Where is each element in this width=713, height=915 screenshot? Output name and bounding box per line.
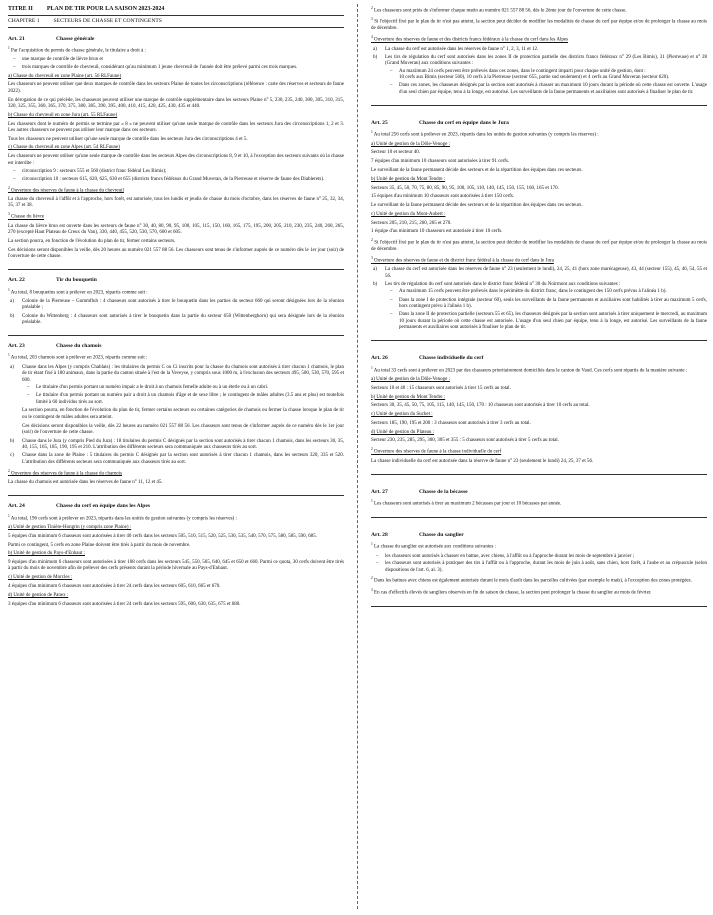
art22-list: a) Colonie de la Pierreuse – Gummfluh : 4 chasseurs sont autorisés à tirer le bouquetin dans les parties du secteur 660 qui seront désignées lors de la réunion préalable ; b) Colonie du Wittenberg : 4 chasseurs sont autorisés à tirer le bouquetin dans la partie du secteur 650 (Wittenberghorn) qui sera désignée lors de la réunion préalable.: [10, 298, 344, 325]
art21-s3-title: $^3$ Chasse du lièvre: [8, 212, 45, 220]
art25-b-line3: Le surveillant de la faune permanent décide des secteurs et de la répartition des équipes dans ces secteurs.: [371, 203, 583, 209]
art25-a-line2: 7 équipes d'au minimum 10 chasseurs sont autorisées à tirer 91 cerfs.: [371, 159, 510, 165]
art26-d-title: d) Unité de gestion du Plateau :: [371, 429, 435, 435]
art26-c-title: c) Unité de gestion du Suchet :: [371, 412, 433, 418]
art21-s2-text: La chasse du chevreuil à l'affût et à l'approche, hors forêt, est autorisée, tous les lundis et jeudis de chasse du mois d'octobre, dans les réserves de faune n° 25, 32, 34, 35, 37 et 38.: [8, 197, 344, 209]
art25-c-line1: Secteurs 205, 210, 215, 260, 265 et 270.: [371, 220, 452, 226]
art23-list: a) Chasse dans les Alpes (y compris Chablais) : les titulaires du permis C ou Ci inscrits pour la chasse du chamois sont autorisés à tirer chacun 1 chamois, le plan de tir étant fixé à 180 animaux, dans la partie du canton située à l'est de la Veveyse, y compris sous 1000 m, à l'exclusion des secteurs 495, 500, 530, 570, 595 et 600. – Le titulaire d'un permis portant un numéro impair a le droit à un chamois femelle adulte ou à un éterle ou à un cabri. – Le titulaire d'un permis portant un numéro pair a droit à un chamois d'âge et de sexe libre ; le contingent de mâles adultes (3.5 ans et plus) est toutefois limité à 60 individus tirés au sort. La section pourra, en fonction de l'évolution du plan de tir, fermer certains secteurs ou certaines catégories de chamois ou fermer la chasse lorsque le plan de tir ou le contingent de mâles adultes sera atteint. Ces décisions seront disponibles la veille, dès 22 heures au numéro 021 557 88 56. Les chasseurs sont tenus de s'informer auprès de ce numéro dès le 1er jour (soir) de l'ouverture de cette chasse. b) Chasse dans le Jura (y compris Pied du Jura) : 18 titulaires du permis C désignés par la section sont autorisés à tirer chacun 1 chamois, dans les secteurs 30, 35, 40, 155, 165, 185, 190, 195 et 210. L'attribution des différents secteurs sera communiquée aux chasseurs tirés au sort. c) Chasse dans la zone de Plaine : 5 titulaires du permis C désignés par la section sont autorisés à tirer chacun 1 chamois, dans les secteurs 320, 335 et 520. L'attribution des différents secteurs sera communiquée aux chasseurs tirés au sort.: [8, 365, 344, 466]
art21-a-p2: En dérogation de ce qui précède, les chasseurs peuvent utiliser une marque de contrôle supplémentaire dans les secteurs Plaine n° 5, 230, 235, 240, 300, 305, 310, 315, 320, 325, 355, 360, 365, 370, 375, 380, 385, 390, 395, 400, 410, 415, 420, 425, 430, 435 et 440.: [8, 97, 344, 109]
divider: [8, 335, 344, 336]
art26-s2-title: $^2$ Ouverture des réserves de faune à la chasse individuelle du cerf: [371, 447, 502, 455]
art28-p3: $^3$ En cas d'effectifs élevés de sangliers observés en fin de saison de chasse, la section peut prolonger la chasse du sanglier au mois de février.: [371, 587, 652, 596]
article-27-heading: Art. 27 Chasse de la bécasse: [371, 489, 468, 496]
art26-b-text: Secteurs 30, 35, 45, 50, 75, 105, 115, 140, 145, 150, 170 : 10 chasseurs sont autorisés à tirer 10 cerfs au total.: [371, 403, 590, 409]
art24-b-text: 9 équipes d'au minimum 6 chasseurs sont autorisées à tirer 108 cerfs dans les secteurs 545, 550, 565, 640, 645 et 650 et 660. Parmi ce quota, 30 cerfs doivent être tirés à partir du mois de novembre afin de prélever des cerfs présents durant la période hivernale au Pays-d'Enhaut.: [8, 560, 344, 572]
art25-s3-title: $^3$ Ouverture des réserves de faune et du district franc fédéral à la chasse du cerf dans le Jura: [371, 256, 554, 264]
art21-c-list: – circonscription 9 : secteurs 555 et 560 (district franc fédéral Les Bimis); – circonscription 10 : secteurs 615, 620, 625, 630 et 655 (districts francs fédéraux du Grand Muveran, de la Pierreuse et réserve de faune des Diablerets).: [8, 169, 344, 183]
art24-d-text: 3 équipes d'au minimum 6 chasseurs sont autorisées à tirer 24 cerfs dans les secteurs 595, 600, 630, 635, 675 et 680.: [8, 601, 241, 607]
art21-c-title: c) Chasse du chevreuil en zone Alpes (art. 54 RLFaune): [8, 145, 120, 151]
art28-intro: $^1$ La chasse du sanglier est autorisée aux conditions suivantes :: [371, 542, 497, 551]
art22-intro: $^1$ Au total, 8 bouquetins sont à prélever en 2023, répartis comme suit :: [8, 287, 148, 296]
art21-b-p1: Les chasseurs dont le numéro de permis se termine par « 8 » ne peuvent utiliser qu'une seule marque de contrôle dans les secteurs Jura des circonscriptions 1, 2 et 3. Les autres chasseurs ne peuvent pas utiliser leur marque dans ces secteurs.: [8, 121, 344, 133]
art25-a-line3: Le surveillant de la faune permanent décide des secteurs et de la répartition des équipes dans ces secteurs.: [371, 167, 583, 173]
art21-b-p2: Tous les chasseurs ne peuvent utiliser qu'une seule marque de contrôle dans les secteurs Jura des circonscriptions 4 et 5.: [8, 136, 248, 142]
art23-a-sublist: – Le titulaire d'un permis portant un numéro impair a le droit à un chamois femelle adulte ou à un éterle ou à un cabri. – Le titulaire d'un permis portant un numéro pair a droit à un chamois d'âge et de sexe libre ; le contingent de mâles adultes (3.5 ans et plus) est toutefois limité à 60 individus tirés au sort.: [22, 385, 344, 406]
art26-a-title: a) Unité de gestion de la Dôle-Venoge :: [371, 376, 451, 382]
art24-a-text2: Parmi ce contingent, 5 cerfs en zone Plaine doivent être tirés à partir du mois de novembre.: [8, 542, 191, 548]
art26-b-title: b) Unité de gestion du Mont Tendre :: [371, 394, 446, 400]
article-21-heading: Art. 21 Chasse générale: [8, 35, 95, 42]
art24-s4-title: $^4$ Ouverture des réserves de faune et des districts francs fédéraux à la chasse du cerf dans les Alpes: [371, 35, 568, 43]
art25-c-title: c) Unité de gestion du Mont-Aubert :: [371, 211, 446, 217]
divider: [371, 606, 707, 607]
divider: [371, 474, 707, 475]
article-26-heading: Art. 26 Chasse individuelle du cerf: [371, 355, 484, 362]
art26-s2-text: La chasse individuelle du cerf est autorisée dans la réserve de faune n° 23 (seulement le lundi) 24, 25, 37 et 56.: [371, 458, 594, 464]
art24-p2: $^2$ Les chasseurs sont priés de s'informer chaque matin au numéro 021 557 88 56, dès le 2ème jour de l'ouverture de cette chasse.: [371, 6, 627, 14]
art23-s2-text: La chasse du chamois est autorisée dans les réserves de faune n° 11, 12 et 45.: [8, 479, 163, 485]
art21-s3-p2: La section pourra, en fonction de l'évolution du plan de tir, fermer certains secteurs.: [8, 238, 176, 244]
art28-list: – les chasseurs sont autorisés à chasser en battue, avec chiens, à l'affût ou à l'approche durant les mois de septembre à janvier ; – les chasseurs sont autorisés à pratiquer des tirs à l'affût ou à l'approche, durant les mois de juin à août, sans chien, hors forêt, à l'aube et au crépuscule (selon dispositions de l'art. 6, al. 3).: [371, 554, 707, 574]
art21-a-p1: Les chasseurs ne peuvent utiliser que deux marques de contrôle dans les secteurs Plaine de toutes les circonscriptions (référence : carte des réserves et secteurs de faune 2022).: [8, 82, 344, 94]
art24-c-title: c) Unité de gestion de Morcles :: [8, 575, 73, 581]
art28-p2: $^2$ Dans les battues avec chiens est également autorisée durant le mois d'août dans les parcelles cultivées (par exemple le maïs), à l'exception des zones protégées.: [371, 576, 692, 585]
art26-c-text: Secteurs 185, 190, 195 et 200 : 3 chasseurs sont autorisés à tirer 3 cerfs au total.: [371, 420, 531, 426]
divider: [371, 340, 707, 341]
column-separator: [357, 4, 358, 909]
article-22-heading: Art. 22 Tir du bouquetin: [8, 277, 97, 284]
art24-s4-sublist: – Au maximum 24 cerfs peuvent être prélevés dans ces zones, dans le contingent imparti pour chaque unité de gestion, dont : 10 cerfs aux Bimis (secteur 560), 10 cerfs à la Pierreuse (secteur 655, partie sud seulement) et 4 cerfs au Grand Muveran (secteur 620). – Dans ces zones, les chasseurs désignés par la section sont autorisés à chasser au maximum 10 jours durant la période où cette chasse est ouverte. L'usage d'un seul chien par équipe, tenu à la longe, est autorisé. Les surveillants de la faune permanents et auxiliaires sont autorisés à finaliser le plan de tir.: [385, 69, 707, 96]
title-text: PLAN DE TIR POUR LA SAISON 2023-2024: [46, 6, 165, 12]
art26-a-text: Secteurs 10 et 40 : 15 chasseurs sont autorisés à tirer 15 cerfs au total.: [371, 385, 511, 391]
art21-intro: $^1$ Par l'acquisition du permis de chasse générale, le titulaire a droit à :: [8, 45, 146, 54]
art21-b-title: b) Chasse du chevreuil en zone Jura (art. 55 RLFaune): [8, 112, 118, 118]
art25-intro: $^1$ Au total 256 cerfs sont à prélever en 2023, répartis dans les unités de gestion suivantes (y compris les réserves) :: [371, 130, 599, 138]
art24-c-text: 4 équipes d'au minimum 6 chasseurs sont autorisées à tirer 24 cerfs dans les secteurs 605, 610, 665 et 670.: [8, 584, 221, 590]
art24-b-title: b) Unité de gestion du Pays-d'Enhaut :: [8, 551, 85, 557]
art25-p2: $^2$ Si l'objectif fixé par le plan de tir n'est pas atteint, la section peut décider de modifier les modalités de chasse du cerf par équipe et/ou de prolonger la chasse au mois de décembre.: [371, 238, 708, 253]
art25-b-title: b) Unité de gestion du Mont Tendre :: [371, 176, 446, 182]
art24-d-title: d) Unité de gestion de Panex :: [8, 592, 69, 598]
left-column: [8, 6, 344, 610]
chapter-header: [8, 18, 344, 28]
right-column: [371, 6, 707, 607]
divider: [8, 495, 344, 496]
art21-c-p1: Les chasseurs ne peuvent utiliser qu'une seule marque de contrôle dans les secteurs Alpes des circonscriptions 8, 9 et 10, à l'exception des secteurs suivants où la chasse est interdite :: [8, 154, 344, 166]
art26-d-text: Secteur 230, 235, 285, 295, 300, 305 et 355 : 5 chasseurs sont autorisés à tirer 5 cerfs au total.: [371, 438, 559, 444]
art21-a-title: a) Chasse du chevreuil en zone Plaine (art. 56 RLFaune): [8, 73, 122, 79]
art21-s2-title: $^2$ Ouverture des réserves de faune à la chasse du chevreuil: [8, 185, 124, 194]
art24-a-title: a) Unité de gestion Tinière-Hongrin (y compris zone Plaine) :: [8, 524, 132, 530]
art24-a-text: 5 équipes d'au minimum 6 chasseurs sont autorisées à tirer 40 cerfs dans les secteurs 505, 510, 515, 520, 525, 530, 535, 540, 570, 575, 580, 585, 590, 685.: [8, 533, 317, 539]
art21-list: – une marque de contrôle de lièvre brun et – trois marques de contrôle de chevreuil, considérant qu'au minimum 1 jeune chevreuil de l'année doit être prélevé parmi ces trois marques.: [8, 57, 344, 71]
art24-p3: $^3$ Si l'objectif fixé par le plan de tir n'est pas atteint, la section peut décider de modifier les modalités de chasse du cerf par équipe et/ou de prolonger la chasse au mois de décembre.: [371, 17, 708, 32]
art21-s3-p3: Ces décisions seront disponibles la veille, dès 20 heures au numéro 021 557 88 56. Les chasseurs sont tenus de s'informer auprès de ce numéro dès le 1er jour (soir) de l'ouverture de cette chasse.: [8, 247, 344, 259]
article-23-heading: Art. 23 Chasse du chamois: [8, 343, 102, 350]
art27-text: $^1$ Les chasseurs sont autorisés à tirer au maximum 2 bécasses par jour et 10 bécasses par année.: [371, 499, 562, 507]
divider: [371, 105, 707, 106]
art25-c-line2: 1 équipe d'au minimum 10 chasseurs est autorisée à tirer 10 cerfs.: [371, 229, 503, 235]
art23-intro: $^1$ Au total, 203 chamois sont à prélever en 2023, répartis comme suit :: [8, 353, 148, 362]
art21-s3-p1: La chasse du lièvre brun est ouverte dans les secteurs de faune n° 30, 40, 80, 90, 95, 100, 105, 115, 150, 160, 165, 175, 195, 200, 205, 210, 230, 235, 240, 260, 265, 270 (excepté Haut Plateau de Creux du Van), 330, 440, 455, 520, 530, 570, 600 et 605.: [8, 223, 344, 236]
article-25-heading: Art. 25 Chasse du cerf en équipe dans le Jura: [371, 120, 509, 127]
chapter-title: SECTEURS DE CHASSE ET CONTINGENTS: [53, 18, 162, 25]
art24-intro: $^1$ Au total, 196 cerfs sont à prélever en 2023, répartis dans les unités de gestion suivantes (y compris les réserves) :: [8, 513, 237, 522]
article-28-heading: Art. 28 Chasse du sanglier: [371, 532, 464, 539]
divider: [371, 517, 707, 518]
chapter-label: CHAPITRE 1: [8, 18, 40, 25]
art25-s3-sublist: – Au maximum 15 cerfs peuvent être prélevés dans le périmètre du district franc, dans le contingent des 150 cerfs prévus à l'alinéa 1 b). – Dans la zone I de protection intégrale (secteur 60), seuls les surveillants de la faune permanents et auxiliaires sont habilités à tirer au maximum 5 cerfs, hors contingent prévu à l'alinéa 1 b). – Dans la zone II de protection partielle (secteurs 55 et 65), les chasseurs désignés par la section sont autorisés à tirer uniquement le mercredi, au maximum 10 jours durant la période où cette chasse est autorisée. L'usage d'un seul chien par équipe, tenu à la longe, est autorisé. Les surveillants de la faune permanents et auxiliaires sont autorisés à finaliser le plan de tir.: [385, 289, 707, 331]
art25-b-line2: 15 équipes d'au minimum 10 chasseurs sont autorisées à tirer 150 cerfs.: [371, 194, 515, 200]
divider: [8, 269, 344, 270]
art26-intro: $^1$ Au total 33 cerfs sont à prélever en 2023 par des chasseurs prioritairement domiciliés dans le canton de Vaud. Ces cerfs sont répartis de la manière suivante :: [371, 365, 688, 374]
art25-a-title: a) Unité de gestion de la Dôle-Venoge :: [371, 141, 451, 147]
art25-a-line1: Secteur 10 et secteur 40.: [371, 150, 421, 156]
art23-s2-title: $^2$ Ouverture des réserves de faune à la chasse du chamois: [8, 468, 122, 477]
art25-b-line1: Secteurs 35, 45, 50, 70, 75, 80, 85, 90, 95, 100, 105, 110, 140, 145, 150, 155, 160, 165 et 170.: [371, 185, 559, 191]
article-24-heading: Art. 24 Chasse du cerf en équipe dans les Alpes: [8, 503, 151, 510]
art24-s4-list: a) La chasse du cerf est autorisée dans les réserves de faune n° 1, 2, 3, 11 et 12. b) Les tirs de régulation du cerf sont autorisés dans les zones II de protection partielle des districts francs fédéraux n° 29 (Les Bimis), 31 (Pierreuse) et n° 28 (Grand Muveran) aux conditions suivantes : – Au maximum 24 cerfs peuvent être prélevés dans ces zones, dans le contingent imparti pour chaque unité de gestion, dont : 10 cerfs aux Bimis (secteur 560), 10 cerfs à la Pierreuse (secteur 655, partie sud seulement) et 4 cerfs au Grand Muveran (secteur 620). – Dans ces zones, les chasseurs désignés par la section sont autorisés à chasser au maximum 10 jours durant la période où cette chasse est ouverte. L'usage d'un seul chien par équipe, tenu à la longe, est autorisé. Les surveillants de la faune permanents et auxiliaires sont autorisés à finaliser le plan de tir.: [371, 47, 707, 96]
document-header: [8, 6, 344, 16]
art25-s3-list: a) La chasse du cerf est autorisée dans les réserves de faune n° 23 (seulement le lundi), 24, 25, 41 (hors zone marécageuse), 43, 44 (secteur 155), 45, 46, 54, 55 et 56. b) Les tirs de régulation du cerf sont autorisés dans le district franc fédéral n° 30 du Noirmont aux conditions suivantes : – Au maximum 15 cerfs peuvent être prélevés dans le périmètre du district franc, dans le contingent des 150 cerfs prévus à l'alinéa 1 b). – Dans la zone I de protection intégrale (secteur 60), seuls les surveillants de la faune permanents et auxiliaires sont habilités à tirer au maximum 5 cerfs, hors contingent prévu à l'alinéa 1 b). – Dans la zone II de protection partielle (secteurs 55 et 65), les chasseurs désignés par la section sont autorisés à tirer uniquement le mercredi, au maximum 10 jours durant la période où cette chasse est autorisée. L'usage d'un seul chien par équipe, tenu à la longe, est autorisé. Les surveillants de la faune permanents et auxiliaires sont autorisés à finaliser le plan de tir.: [371, 267, 707, 331]
title-number: TITRE II: [8, 6, 33, 12]
